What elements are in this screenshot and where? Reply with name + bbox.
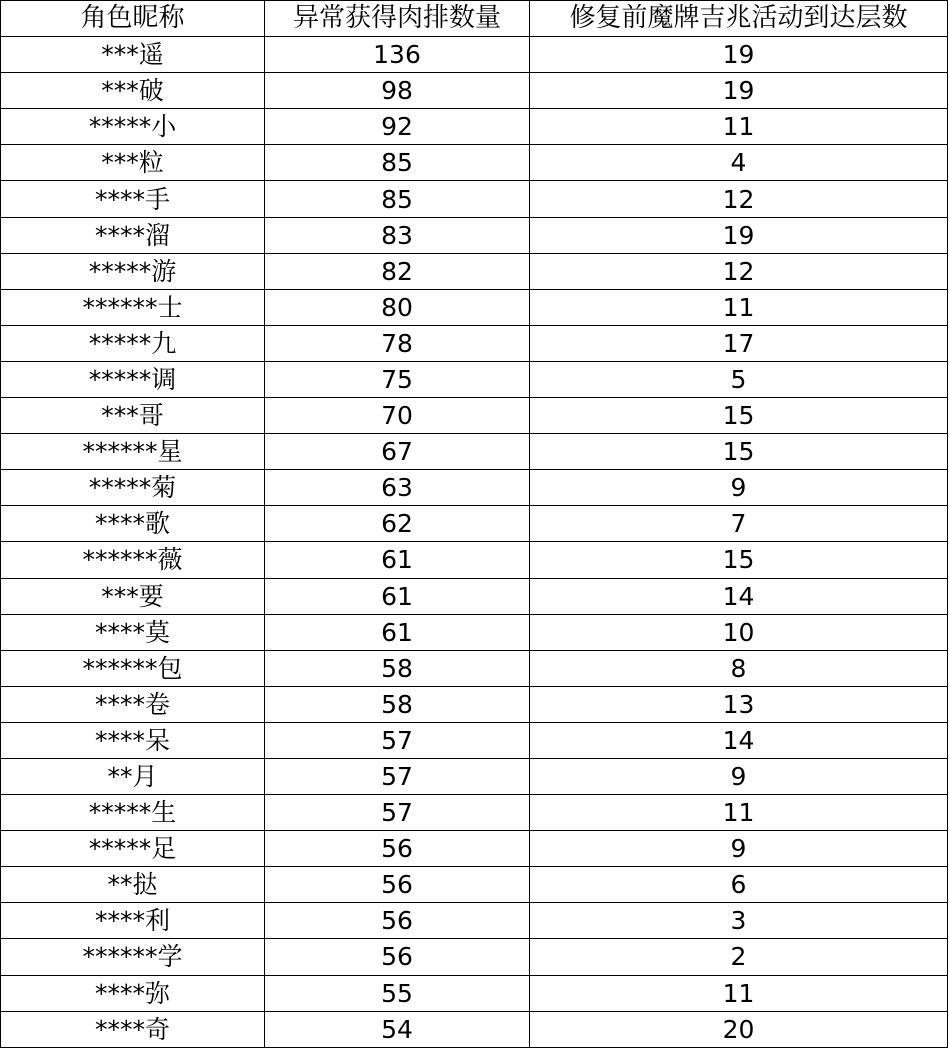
cell-nickname: ******包 [1,650,265,686]
cell-steak-count: 54 [265,1011,530,1047]
cell-nickname: *****菊 [1,470,265,506]
cell-nickname: ****弥 [1,975,265,1011]
cell-steak-count: 56 [265,831,530,867]
cell-steak-count: 98 [265,73,530,109]
table-row [1,867,948,903]
cell-floors: 11 [530,289,948,325]
cell-floors: 11 [530,795,948,831]
cell-steak-count: 57 [265,722,530,758]
cell-steak-count: 55 [265,975,530,1011]
cell-floors: 8 [530,650,948,686]
cell-nickname: ***遥 [1,37,265,73]
cell-nickname: ****利 [1,903,265,939]
cell-steak-count: 92 [265,109,530,145]
cell-nickname: ***粒 [1,145,265,181]
cell-floors: 13 [530,686,948,722]
table-row [1,398,948,434]
cell-floors: 4 [530,145,948,181]
cell-nickname: *****九 [1,325,265,361]
cell-steak-count: 57 [265,795,530,831]
cell-nickname: ******薇 [1,542,265,578]
cell-nickname: ****呆 [1,722,265,758]
cell-steak-count: 136 [265,37,530,73]
cell-steak-count: 56 [265,867,530,903]
cell-steak-count: 58 [265,686,530,722]
table-row [1,939,948,975]
cell-floors: 9 [530,831,948,867]
cell-nickname: **挞 [1,867,265,903]
cell-nickname: *****小 [1,109,265,145]
cell-steak-count: 61 [265,542,530,578]
cell-floors: 7 [530,506,948,542]
cell-nickname: ******士 [1,289,265,325]
cell-nickname: *****调 [1,361,265,397]
cell-steak-count: 63 [265,470,530,506]
cell-nickname: **月 [1,758,265,794]
cell-floors: 20 [530,1011,948,1047]
cell-steak-count: 70 [265,398,530,434]
cell-floors: 19 [530,217,948,253]
table-row [1,722,948,758]
table-row [1,903,948,939]
cell-floors: 15 [530,542,948,578]
table-row [1,1011,948,1047]
cell-steak-count: 82 [265,253,530,289]
table-row [1,686,948,722]
cell-floors: 3 [530,903,948,939]
cell-floors: 12 [530,181,948,217]
cell-floors: 19 [530,37,948,73]
cell-floors: 2 [530,939,948,975]
table-row [1,325,948,361]
cell-steak-count: 85 [265,181,530,217]
table-row [1,578,948,614]
cell-steak-count: 61 [265,614,530,650]
cell-steak-count: 57 [265,758,530,794]
cell-floors: 14 [530,722,948,758]
cell-floors: 17 [530,325,948,361]
header-abnormal-steak-count: 异常获得肉排数量 [265,1,530,37]
cell-steak-count: 67 [265,434,530,470]
cell-nickname: ****歌 [1,506,265,542]
table-row [1,181,948,217]
table-row [1,434,948,470]
cell-nickname: ***要 [1,578,265,614]
cell-steak-count: 61 [265,578,530,614]
cell-nickname: *****生 [1,795,265,831]
cell-nickname: ******星 [1,434,265,470]
cell-nickname: ****奇 [1,1011,265,1047]
cell-floors: 12 [530,253,948,289]
table-row [1,506,948,542]
header-nickname: 角色昵称 [1,1,265,37]
cell-nickname: ****手 [1,181,265,217]
table-row [1,470,948,506]
cell-steak-count: 78 [265,325,530,361]
cell-floors: 6 [530,867,948,903]
header-row [1,1,948,37]
table-row [1,975,948,1011]
cell-floors: 9 [530,758,948,794]
table-row [1,73,948,109]
cell-nickname: *****游 [1,253,265,289]
header-floors-reached: 修复前魔牌吉兆活动到达层数 [530,1,948,37]
table-row [1,758,948,794]
cell-floors: 5 [530,361,948,397]
cell-floors: 14 [530,578,948,614]
cell-nickname: ***哥 [1,398,265,434]
table-row [1,542,948,578]
table-row [1,289,948,325]
cell-nickname: ***破 [1,73,265,109]
cell-floors: 15 [530,434,948,470]
cell-floors: 10 [530,614,948,650]
table-row [1,253,948,289]
cell-steak-count: 85 [265,145,530,181]
cell-floors: 9 [530,470,948,506]
cell-floors: 19 [530,73,948,109]
cell-nickname: ****溜 [1,217,265,253]
cell-steak-count: 56 [265,903,530,939]
cell-nickname: ****莫 [1,614,265,650]
table-row [1,361,948,397]
cell-floors: 11 [530,975,948,1011]
cell-steak-count: 58 [265,650,530,686]
cell-steak-count: 62 [265,506,530,542]
cell-steak-count: 56 [265,939,530,975]
table-body [1,37,948,1048]
table-row [1,831,948,867]
table-row [1,217,948,253]
cell-steak-count: 75 [265,361,530,397]
table-row [1,614,948,650]
cell-steak-count: 80 [265,289,530,325]
cell-floors: 15 [530,398,948,434]
cell-nickname: ****卷 [1,686,265,722]
cell-nickname: ******学 [1,939,265,975]
table-row [1,109,948,145]
table-row [1,795,948,831]
table-row [1,650,948,686]
table-row [1,145,948,181]
table-row [1,37,948,73]
cell-floors: 11 [530,109,948,145]
cell-nickname: *****足 [1,831,265,867]
cell-steak-count: 83 [265,217,530,253]
